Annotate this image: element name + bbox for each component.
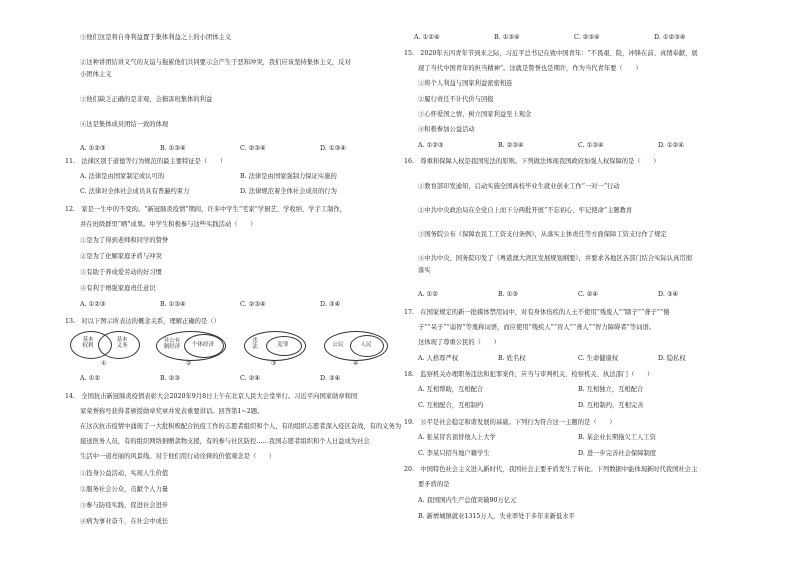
q14-item-1: ①投身公益活动，实现人生价值 <box>80 470 169 477</box>
q16-option-b[interactable]: B. ①③ <box>498 291 518 298</box>
q18-option-b[interactable]: B. 互相独立，互相配合 <box>578 386 644 393</box>
q20-option-a[interactable]: A. 我国国内生产总值突破90万亿元 <box>418 497 517 504</box>
q13-diagrams <box>68 331 388 371</box>
q13-option-c[interactable]: C. ②④ <box>240 375 260 382</box>
q11-stem: 11. 法律区别于道德等行为规范的最主要特征是（ ） <box>65 158 227 165</box>
q13-option-a[interactable]: A. ①② <box>80 375 100 382</box>
diagram3-number: ③ <box>271 360 277 367</box>
diagram4-label-b: 人民 <box>360 342 372 348</box>
diagram4-label-a: 公民 <box>332 342 344 348</box>
q15-item-4: ④积极参加公益活动 <box>418 126 475 133</box>
q11-option-b[interactable]: B. 法律是由国家强制力保证实施的 <box>240 173 337 180</box>
q12-stem-1: 12. 家是一生中的不变的。“新冠肺炎疫情”期间，许多中学生“宅家”学厨艺、学收纳、学手工制作， <box>65 206 347 213</box>
q12-stem-2: 并在班级群里“晒”成果。中学生积极参与这些实践活动（ ） <box>80 221 257 228</box>
q18-option-d[interactable]: D. 互相制约，互相完善 <box>578 402 644 409</box>
q14-item-3: ③参与防疫实践，促进社会进步 <box>80 502 169 509</box>
q10-item-2: ②这种讲团结讲义气的友谊与拖累他们共同要示会产生于恶和冲突，我们应该坚持集体主义，反对 <box>80 59 351 66</box>
q16-item-3: ③国务院公布《保障农民工工资支付条例》，从落实主体责任等方面保障工资支付作了规定 <box>418 231 667 238</box>
q17-option-a[interactable]: A. 人格尊严权 <box>418 355 459 362</box>
q12-item-3: ③有助于养成爱劳动的好习惯 <box>80 269 162 276</box>
q15-item-2: ②履行责任不计代价与回报 <box>418 96 494 103</box>
q17-option-d[interactable]: D. 隐私权 <box>658 355 686 362</box>
q14-item-2: ②服务社会公众，贡献个人力量 <box>80 486 169 493</box>
q10-item-4: ④这是集体成员团结一致的体现 <box>80 121 169 128</box>
q17-stem-1: 17. 在国家规定的新一批媒体禁用词中，对有身体伤疾的人士不使用“残废人”“瞎子”“聋子”“傻 <box>404 309 670 316</box>
q18-option-a[interactable]: A. 互相帮助，互相配合 <box>418 386 484 393</box>
q19-option-a[interactable]: A. 张某冒名顶替他人上大学 <box>418 434 496 441</box>
q17-option-b[interactable]: B. 姓名权 <box>498 355 526 362</box>
q19-option-b[interactable]: B. 某企业长期拖欠工人工资 <box>578 434 656 441</box>
q15-option-a[interactable]: A. ①②③ <box>418 142 444 149</box>
q17-option-c[interactable]: C. 生命健康权 <box>578 355 619 362</box>
q14-option-c[interactable]: C. ②③④ <box>574 34 600 41</box>
q14-option-d[interactable]: D. ①②③④ <box>654 34 686 41</box>
diagram3-label-b: 犯罪 <box>277 342 289 348</box>
q11-option-c[interactable]: C. 法律对全体社会成员具有普遍约束力 <box>80 188 190 195</box>
q17-stem-3: 这体现了尊重公民的（ ） <box>418 339 500 346</box>
q15-stem-1: 15. 2020年五四青年节到来之际，习近平总书记在致中国青年：“不畏艰、险，冲锋在前、真情奉献，展 <box>404 50 698 57</box>
q18-option-c[interactable]: C. 互相配合，互相制约 <box>418 402 484 409</box>
q16-option-d[interactable]: D. ③④ <box>658 291 679 298</box>
q12-option-b[interactable]: B. ①③④ <box>160 301 186 308</box>
diagram3-label-a: 违 法 <box>252 338 258 351</box>
q16-item-2: ②中共中央政治局在全党自上而下分两批开展“不忘初心、牢记使命”主题教育 <box>418 207 633 214</box>
diagram4-number: ④ <box>353 360 359 367</box>
q14-stem-5: 生活中一道亮丽的风景线。对于他们用行动诠释的价值观念是（ ） <box>80 453 276 460</box>
q17-stem-2: 子”“呆子”“弱智”等蔑称词语，而应使用“残疾人”“盲人”“聋人”“智力障碍者”等词语。 <box>418 324 656 331</box>
q16-option-c[interactable]: C. ②④ <box>578 291 598 298</box>
q10-option-c[interactable]: C. ②③④ <box>240 145 266 152</box>
q14-option-b[interactable]: B. ①③④ <box>494 34 520 41</box>
q10-item-3: ③他们缺乏正确的是非观，会损害班集体的利益 <box>80 96 213 103</box>
q12-item-2: ②是为了化解家庭矛盾与冲突 <box>80 253 162 260</box>
q15-option-d[interactable]: D. ①②④ <box>658 142 684 149</box>
q20-stem-1: 20. 中国特色社会主义进入新时代，我国社会主要矛盾发生了转化。下列数据中能体现新时代我国社会主 <box>404 466 698 473</box>
q13-option-b[interactable]: B. ②③ <box>160 375 180 382</box>
diagram1-number: ① <box>101 360 107 367</box>
q19-option-c[interactable]: C. 李某只招当地户籍学生 <box>418 450 490 457</box>
q12-item-4: ④有利于增强家庭责任意识 <box>80 285 156 292</box>
diagram2-number: ② <box>186 360 192 367</box>
q15-item-1: ①将个人利益与国家利益密密相连 <box>418 80 513 87</box>
q12-item-1: ①是为了得到老师和同学的赞誉 <box>80 237 169 244</box>
q14-stem-4: 接送医务人员，有的组织网络捐赠款物支援，有的参与社区防控……我国志愿者组织和个人日益成为社会 <box>80 438 370 445</box>
diagram1-label-a: 基本 权利 <box>82 337 94 350</box>
q10-option-b[interactable]: B. ①③④ <box>160 145 186 152</box>
q14-option-a[interactable]: A. ①②④ <box>414 34 440 41</box>
diagram1-label-b: 基本 义务 <box>116 337 128 350</box>
q12-option-d[interactable]: D. ③④ <box>320 301 341 308</box>
q16-stem: 16. 尊重和保障人权是我国宪法的原则。下列做法体现我国政府加强人权保障的是（ ） <box>404 158 660 165</box>
q13-stem: 13. 对以下图示所表达的概念关系，理解正确的是（） <box>65 318 220 325</box>
q16-option-a[interactable]: A. ①② <box>418 291 438 298</box>
q15-option-c[interactable]: C. ①③④ <box>578 142 604 149</box>
q19-option-d[interactable]: D. 进一步完善社会保障制度 <box>578 450 657 457</box>
q11-option-d[interactable]: D. 法律规范着全体社会成员的行为 <box>240 188 337 195</box>
q20-stem-2: 要矛盾的是 <box>418 481 450 488</box>
q15-item-3: ③心怀爱国之情，树立国家利益至上观念 <box>418 111 532 118</box>
q15-option-b[interactable]: B. ②③④ <box>498 142 524 149</box>
q16-item-4: ④中共中央、国务院印发了《粤港澳大湾区发展规划纲要》，并要求各地区各部门结合实际认真贯彻 <box>418 255 692 262</box>
q18-stem: 18. 监察机关办理职务违法和犯罪案件，应当与审判机关、检察机关、执法部门（ ） <box>404 371 654 378</box>
q16-item-1: ①教育部印发通知，启动实施全国高校毕业生就业创业工作“一对一”行动 <box>418 183 620 190</box>
diagram2-label-a: 非公有 制经济 <box>163 338 181 351</box>
q16-item-4-cont: 落实 <box>418 267 431 274</box>
q12-option-c[interactable]: C. ②③④ <box>240 301 266 308</box>
q14-stem-3: 在这次抗击疫情中涌现了一大批积极配合抗疫工作的志愿者组织和个人，有的组织志愿者深入疫区奋战，有的义务为 <box>80 423 402 430</box>
q13-option-d[interactable]: D. ③④ <box>320 375 341 382</box>
q19-stem: 19. 公平是社会稳定和谐发展的基础。下列行为符合这一主题的是（ ） <box>404 419 616 426</box>
q10-option-a[interactable]: A. ①②③ <box>80 145 106 152</box>
q10-option-d[interactable]: D. ①③④ <box>320 145 346 152</box>
q10-item-1: ③他们这是将自身利益置于集体利益之上的小团体主义 <box>80 34 232 41</box>
q14-stem-1: 14. 全国抗击新冠肺炎疫情表彰大会2020年9月8日上午在北京人民大会堂举行。习近平向国家勋章和国 <box>65 393 358 400</box>
q15-stem-2: 现了当代中国青年的担当精神”。这就是赞誉也是期许，作为当代青年要（ ） <box>418 65 642 72</box>
q12-option-a[interactable]: A. ①②③ <box>80 301 106 308</box>
q11-option-a[interactable]: A. 法律是由国家制定或认可的 <box>80 173 165 180</box>
diagram2-label-b: 个体经济 <box>191 342 214 348</box>
q20-option-b[interactable]: B. 新增城镇就业1315万人，失业率处于多年来新低水平 <box>418 513 575 520</box>
q14-stem-2: 家荣誉称号获得者颁授勋章奖章并发表重要讲话。回答第1~2题。 <box>80 408 264 415</box>
q14-item-4: ④病为事业奋斗，在社会中成长 <box>80 518 169 525</box>
q10-item-2-cont: 小团体主义 <box>80 71 112 78</box>
